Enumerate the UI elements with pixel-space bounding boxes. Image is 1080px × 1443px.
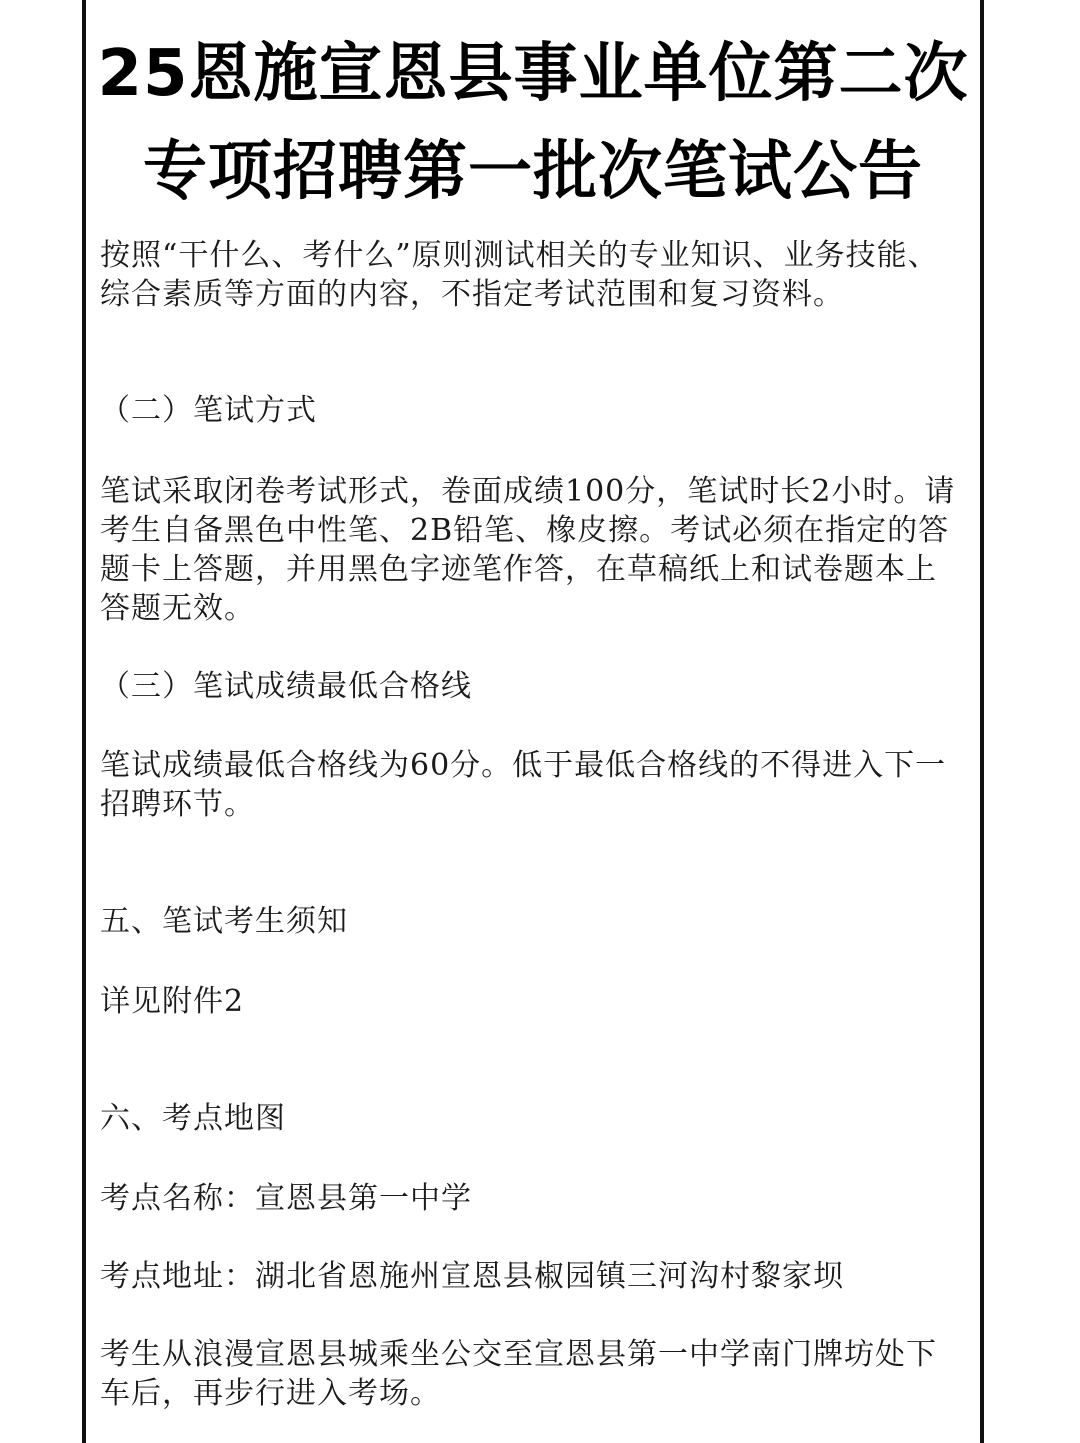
passing-line-paragraph: 笔试成绩最低合格线为60分。低于最低合格线的不得进入下一招聘环节。 xyxy=(100,748,947,822)
directions-paragraph: 考生从浪漫宣恩县城乘坐公交至宣恩县第一中学南门牌坊处下车后，再步行进入考场。 xyxy=(100,1337,937,1411)
page-title-line-1: 25恩施宣恩县事业单位第二次 xyxy=(97,37,969,111)
exam-format-heading: （二）笔试方式 xyxy=(100,393,317,428)
passing-line-heading: （三）笔试成绩最低合格线 xyxy=(100,669,472,704)
venue-name: 考点名称：宣恩县第一中学 xyxy=(100,1181,472,1216)
candidate-notice-heading: 五、笔试考生须知 xyxy=(100,904,348,939)
exam-map-heading: 六、考点地图 xyxy=(100,1101,286,1136)
candidate-notice-paragraph: 详见附件2 xyxy=(100,984,245,1019)
venue-address: 考点地址：湖北省恩施州宣恩县椒园镇三河沟村黎家坝 xyxy=(100,1259,844,1294)
content-intro-paragraph: 按照“干什么、考什么”原则测试相关的专业知识、业务技能、综合素质等方面的内容，不指定考试范围和复习资料。 xyxy=(100,238,939,312)
page-title-line-2: 专项招聘第一批次笔试公告 xyxy=(143,135,923,209)
page-frame xyxy=(82,0,984,1443)
exam-format-paragraph: 笔试采取闭卷考试形式，卷面成绩100分，笔试时长2小时。请考生自备黑色中性笔、2B铅笔、橡皮擦。考试必须在指定的答题卡上答题，并用黑色字迹笔作答，在草稿纸上和试卷题本上答题无效。 xyxy=(100,474,956,626)
